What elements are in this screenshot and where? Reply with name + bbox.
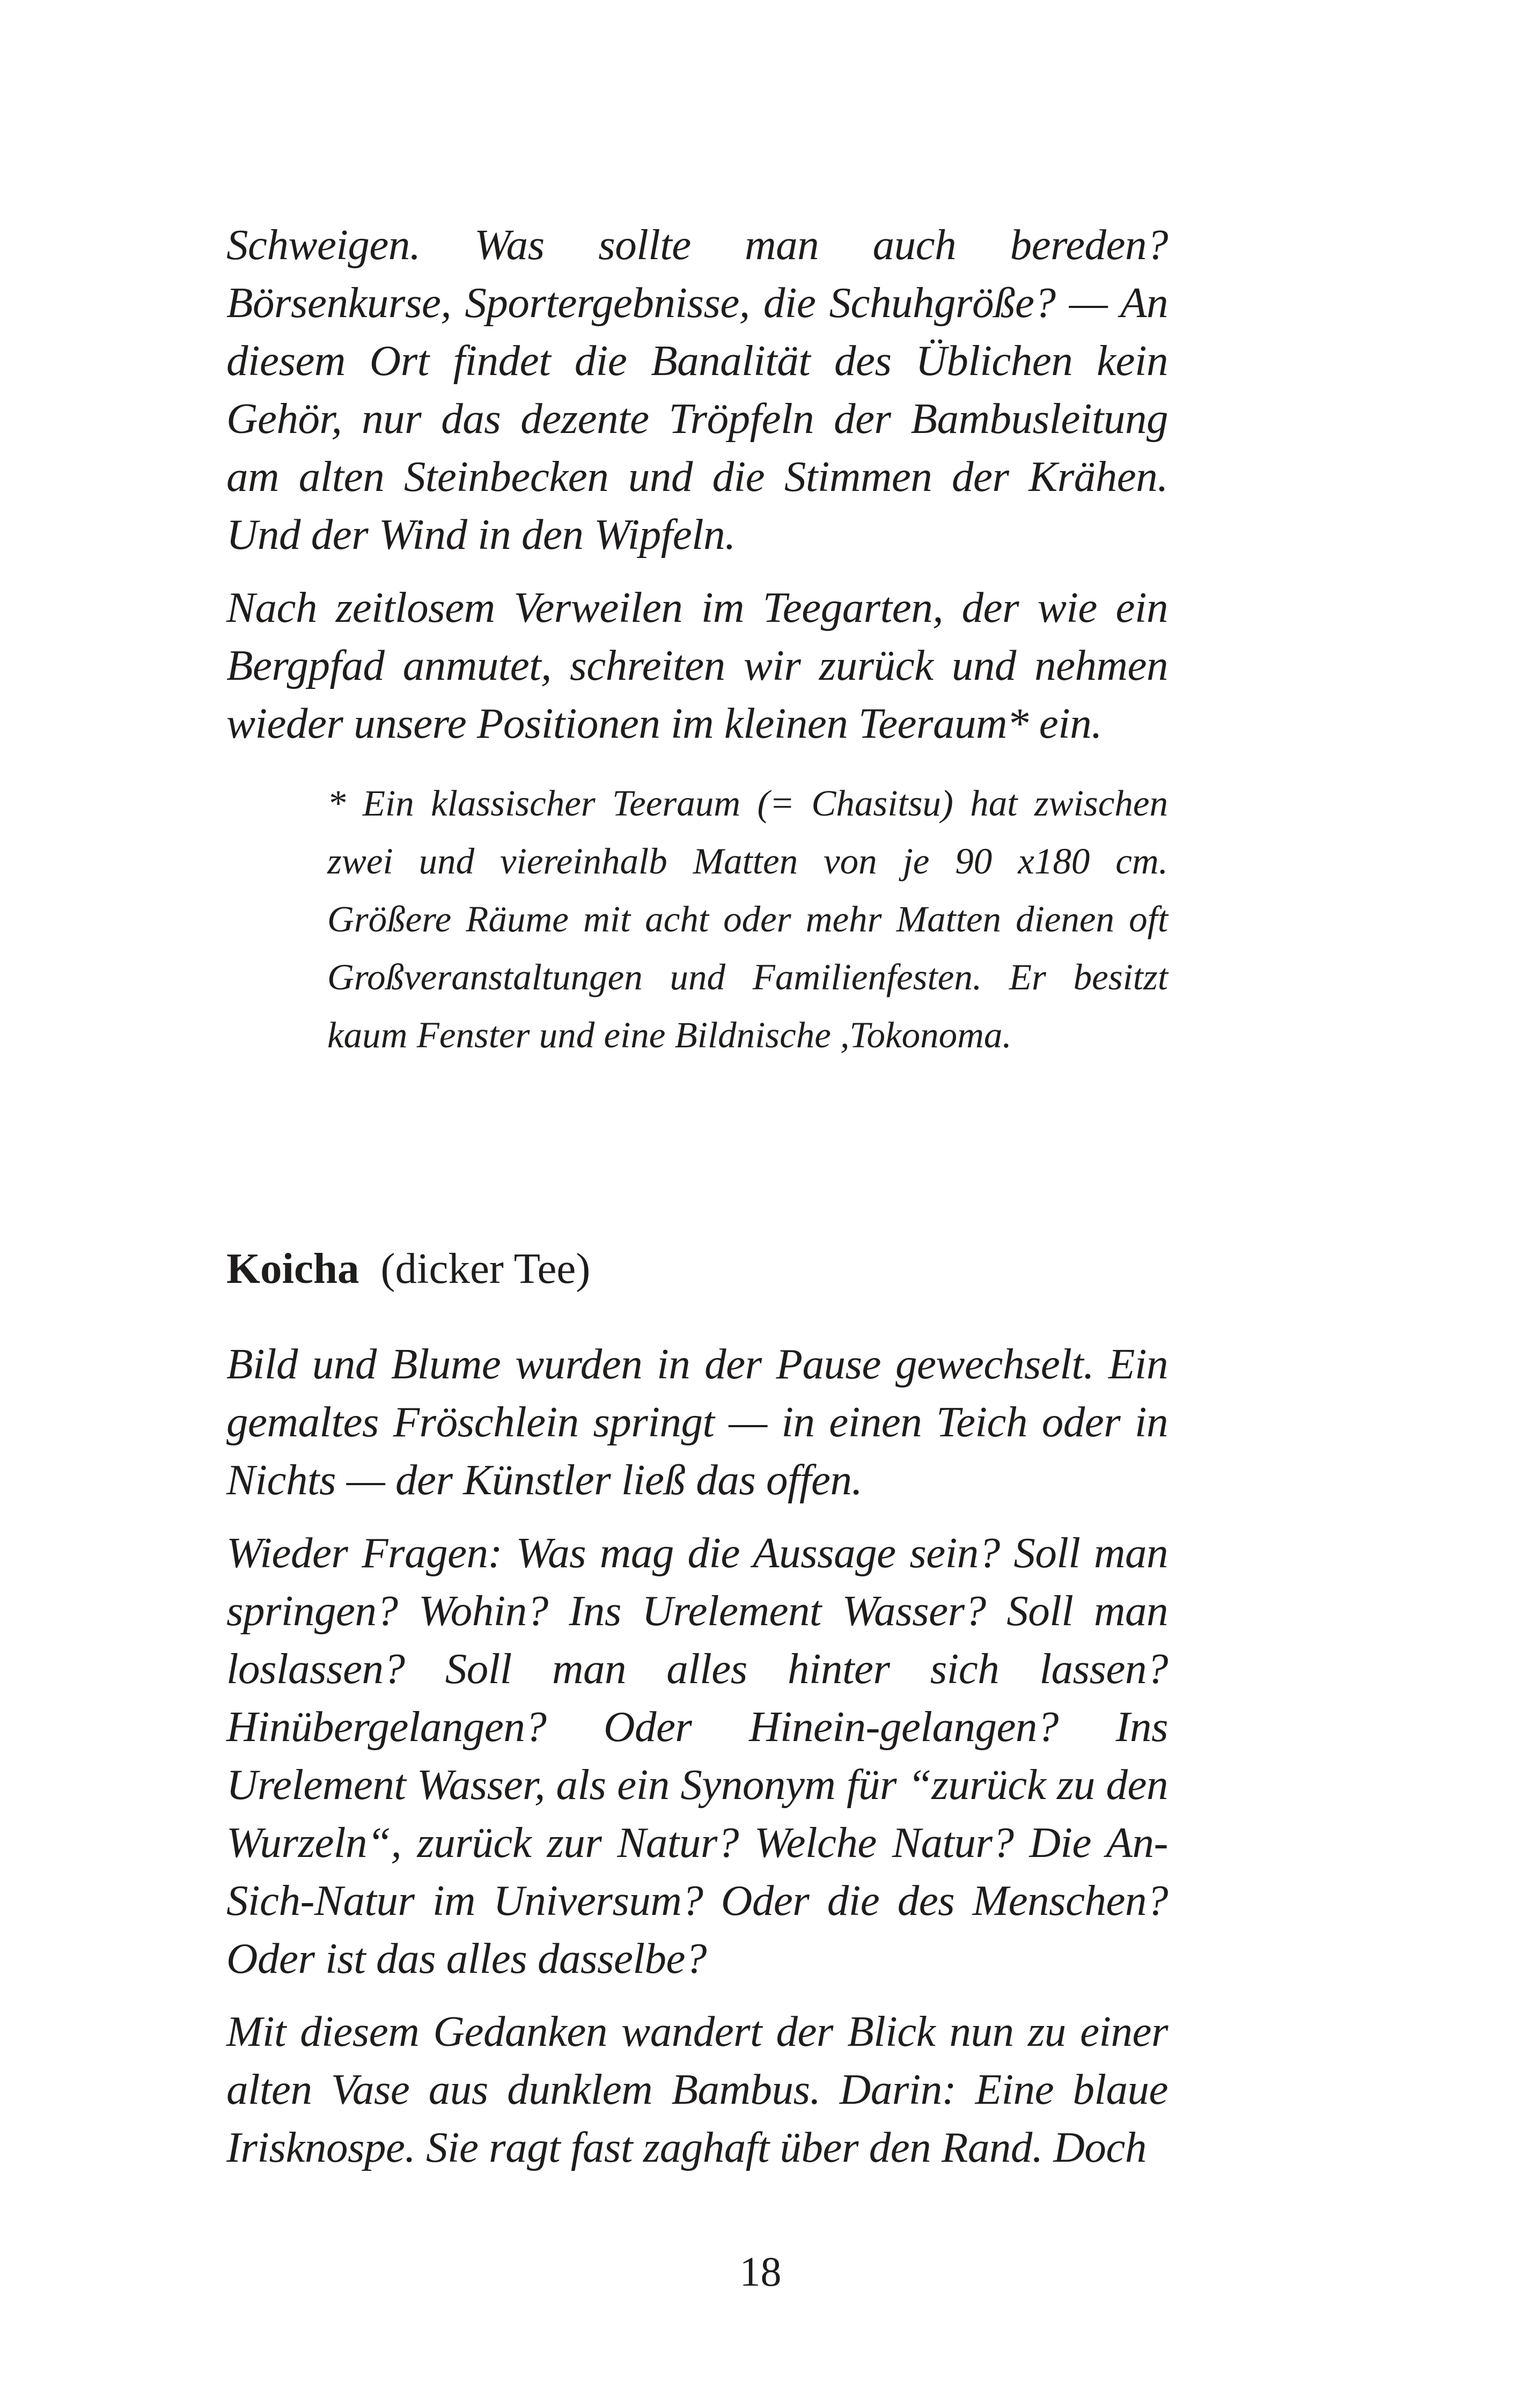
section-teegarten [226,216,1168,752]
paragraph-bild-und-blume: Bild und Blume wurden in der Pause gewechselt. Ein gemaltes Fröschlein springt — in einen Teich oder in Nichts — der Künstler ließ das offen. [226,1340,1168,1504]
paragraph-schweigen: Schweigen. Was sollte man auch bereden? Börsenkurse, Sportergebnisse, die Schuhgröße? — An diesem Ort findet die Banalität des Üblichen kein Gehör, nur das dezente Tröpfeln der Bambusleitung am alten Steinbecken und die Stimmen der Krähen. Und der Wind in den Wipfeln. [226,221,1168,559]
heading-subtitle: (dicker Tee) [380,1244,591,1293]
section-koicha [226,1335,1168,2176]
section-heading-koicha [226,1239,590,1297]
heading-title: Koicha [226,1244,359,1293]
paragraph-verweilen: Nach zeitlosem Verweilen im Teegarten, der wie ein Bergpfad anmutet, schreiten wir zurück und nehmen wieder unsere Positionen im kleinen Teeraum* ein. [226,583,1168,747]
paragraph-gedanken-vase: Mit diesem Gedanken wandert der Blick nun zu einer alten Vase aus dunklem Bambus. Darin: Eine blaue Irisknospe. Sie ragt fast zaghaft über den Rand. Doch [226,2007,1168,2171]
paragraph-wieder-fragen: Wieder Fragen: Was mag die Aussage sein? Soll man springen? Wohin? Ins Urelement Wasser? Soll man loslassen? Soll man alles hinter sich lassen? Hinübergelangen? Oder Hinein-gelangen? Ins Urelement Wasser, als ein Synonym für “zurück zu den Wurzeln“, zurück zur Natur? Welche Natur? Die An-Sich-Natur im Universum? Oder die des Menschen? Oder ist das alles dasselbe? [226,1529,1168,1983]
footnote-teeraum: * Ein klassischer Teeraum (= Chasitsu) hat zwischen zwei und viereinhalb Matten von je 90 x180 cm. Größere Räume mit acht oder mehr Matten dienen oft Großveranstaltungen und Familienfesten. Er besitzt kaum Fenster und eine Bildnische ,Tokonoma. [327,783,1168,1055]
page-number: 18 [739,2248,782,2295]
